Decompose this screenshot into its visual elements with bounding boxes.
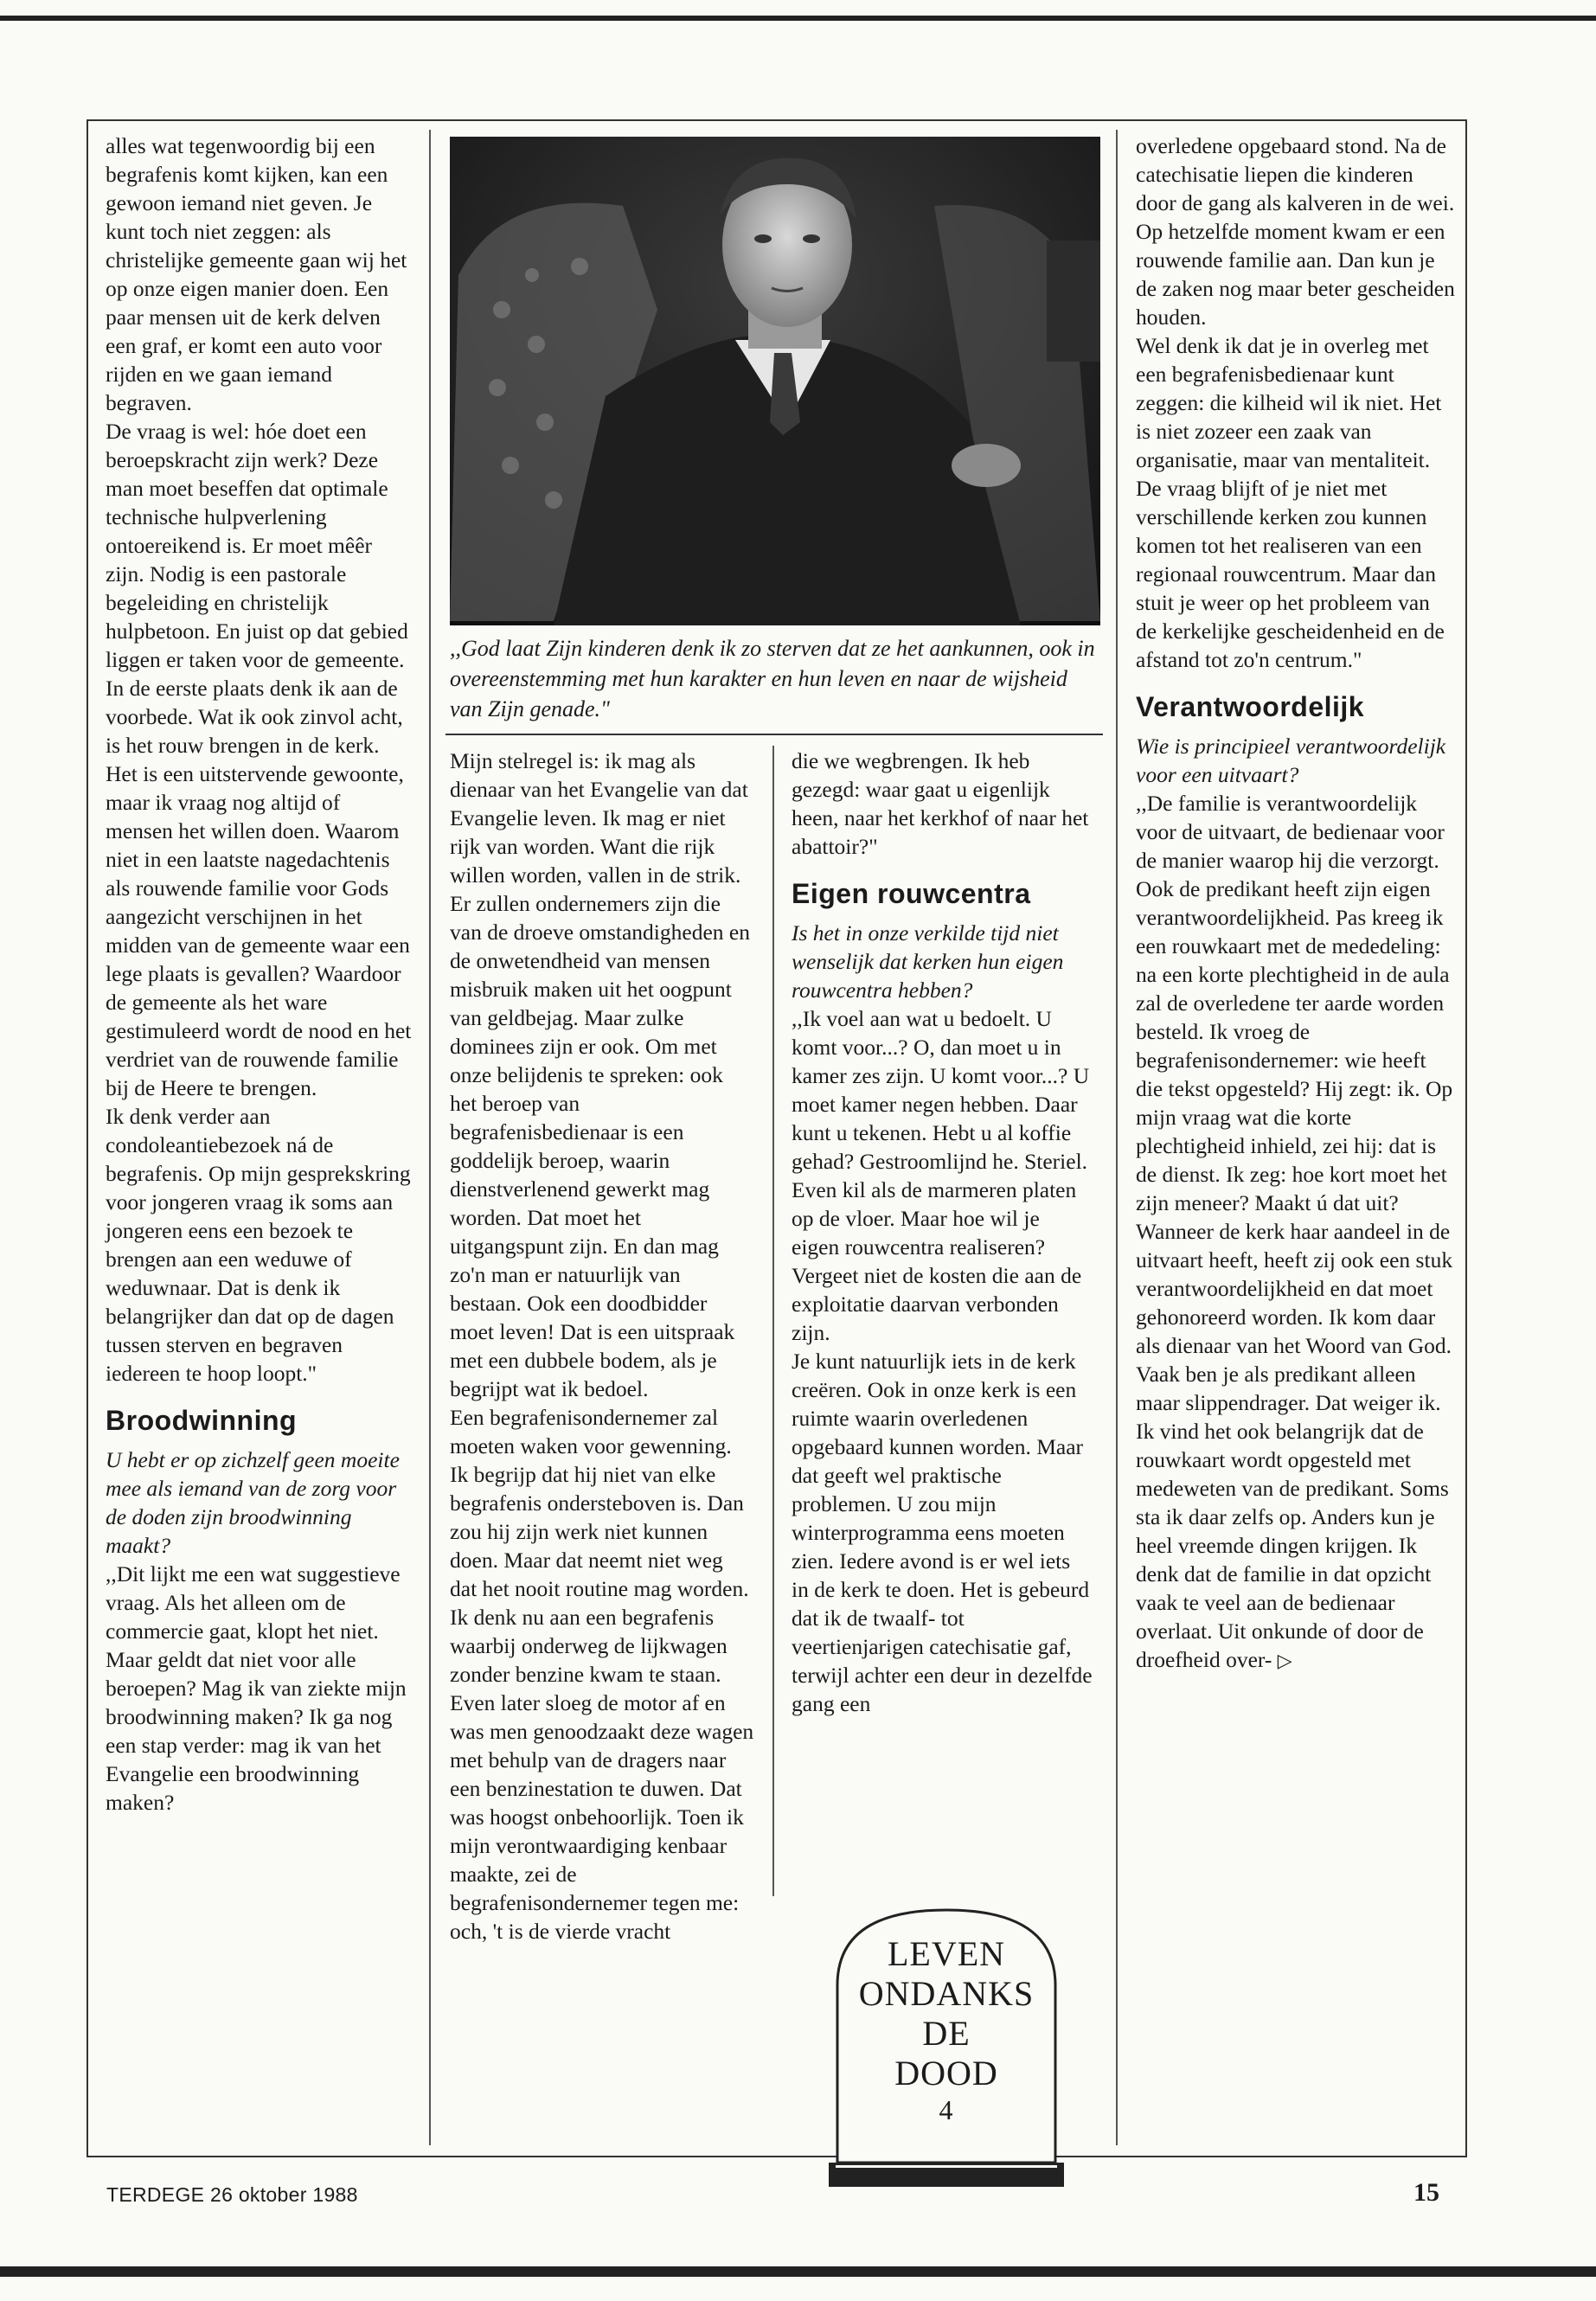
question-broodwinning: U hebt er op zichzelf geen moeite mee als iemand van de zorg voor de doden zijn broodwinning maakt? bbox=[106, 1447, 400, 1558]
question-eigen-rouwcentra: Is het in onze verkilde tijd niet wenselijk dat kerken hun eigen rouwcentra hebben? bbox=[792, 920, 1064, 1003]
column-divider-2 bbox=[772, 746, 774, 1896]
col4-paragraph-2: Wel denk ik dat je in overleg met een begrafenisbedienaar kunt zeggen: die kilheid wil ik niet. Het is niet zozeer een zaak van organisatie, maar van mentaliteit. De vraag blijft of je niet met verschillende kerken zou kunnen komen tot het realiseren van een regionaal rouwcentrum. Maar dan stuit je weer op het probleem van de kerkelijke gescheidenheid en de afstand tot zo'n centrum." bbox=[1136, 333, 1445, 672]
caption-rule bbox=[445, 734, 1103, 735]
col2-paragraph-2: Er zullen ondernemers zijn die van de droeve omstandigheden en de onwetendheid van mensen misbruik maken uit het oogpunt van geldbejag. Maar zulke dominees zijn er ook. Om met onze belijdenis te spreken: ook het beroep van begrafenisbedienaar is een goddelijk beroep, waarin dienstverlenend gewerkt mag worden. Dat moet het uitgangspunt zijn. En dan mag zo'n man er natuurlijk van bestaan. Ook een doodbidder moet leven! Dat is een uitspraak met een dubbele bodem, als je begrijpt wat ik bedoel. bbox=[450, 891, 750, 1401]
heading-broodwinning: Broodwinning bbox=[106, 1405, 298, 1436]
col3-paragraph-3: Je kunt natuurlijk iets in de kerk creëren. Ook in onze kerk is een ruimte waarin overledenen opgebaard kunnen worden. Maar dat geeft wel praktische problemen. U zou mijn winterprogramma eens moeten zien. Iedere avond is er wel iets in de kerk te doen. Het is gebeurd dat ik de twaalf- tot veertienjarigen catechisatie gaf, terwijl achter een deur in dezelfde gang een bbox=[792, 1349, 1093, 1716]
continue-arrow-icon: ▷ bbox=[1277, 1650, 1292, 1672]
col2-paragraph-3: Een begrafenisondernemer zal moeten waken voor gewenning. Ik begrijp dat hij niet van elke begrafenis ondersteboven is. Dan zou hij zijn werk niet kunnen doen. Maar dat neemt niet weg dat het nooit routine mag worden. Ik denk nu aan een begrafenis waarbij onderweg de lijkwagen zonder benzine kwam te staan. Even later sloeg de motor af en was men genoodzaakt deze wagen met behulp van de dragers naar een benzinestation te duwen. Dat was hoogst onbehoorlijk. Toen ik mijn verontwaardiging kenbaar maakte, zei de begrafenisondernemer tegen me: och, 't is de vierde vracht bbox=[450, 1405, 754, 1944]
column-1 bbox=[106, 131, 413, 1817]
portrait-photo-image bbox=[450, 137, 1100, 625]
col4-paragraph-3: ,,De familie is verantwoordelijk voor de uitvaart, de bedienaar voor de manier waarop hij die verzorgt. bbox=[1136, 791, 1445, 873]
bottom-rule bbox=[0, 2266, 1596, 2277]
column-4 bbox=[1136, 131, 1456, 1676]
badge-line-ondanks: ONDANKS bbox=[858, 1974, 1035, 2013]
series-badge bbox=[829, 1903, 1064, 2187]
badge-line-dood: DOOD bbox=[894, 2054, 998, 2093]
col4-paragraph-5 bbox=[1136, 1217, 1456, 1676]
col4-paragraph-4: Ook de predikant heeft zijn eigen verantwoordelijkheid. Pas kreeg ik een rouwkaart met de mededeling: na een korte plechtigheid in de aula zal de overledene ter aarde worden besteld. Ik vroeg de begrafenisondernemer: wie heeft die tekst opgesteld? Hij zegt: ik. Op mijn vraag wat die korte plechtigheid inhield, zei hij: dat is de dienst. Ik zeg: hoe kort moet het zijn meneer? Maakt ú dat uit? bbox=[1136, 876, 1453, 1215]
col4-paragraph-5-text: Wanneer de kerk haar aandeel in de uitvaart heeft, heeft zij ook een stuk verantwoordelijkheid en dat moet gehonoreerd worden. Ik kom daar als dienaar van het Woord van God. Vaak ben je als predikant alleen maar slippendrager. Dat weiger ik. Ik vind het ook belangrijk dat de rouwkaart wordt opgesteld met medeweten van de predikant. Soms sta ik daar zelfs op. Anders kun je heel vreemde dingen krijgen. Ik denk dat de familie in dat opzicht vaak te veel aan de bedienaar overlaat. Uit onkunde of door de droefheid over- bbox=[1136, 1219, 1453, 1672]
col2-paragraph-1: Mijn stelregel is: ik mag als dienaar van het Evangelie van dat Evangelie leven. Ik mag er niet rijk van worden. Want die rijk willen worden, vallen in de strik. bbox=[450, 748, 748, 888]
column-2 bbox=[450, 747, 754, 1945]
badge-line-de: DE bbox=[922, 2014, 971, 2053]
heading-eigen-rouwcentra: Eigen rouwcentra bbox=[792, 878, 1031, 909]
page-number: 15 bbox=[1413, 2178, 1439, 2207]
footer-publication: TERDEGE 26 oktober 1988 bbox=[106, 2183, 358, 2206]
portrait-photo bbox=[450, 137, 1100, 625]
col3-paragraph-1: die we wegbrengen. Ik heb gezegd: waar gaat u eigenlijk heen, naar het kerkhof of naar het abattoir?" bbox=[792, 748, 1089, 859]
col4-paragraph-1: overledene opgebaard stond. Na de catechisatie liepen die kinderen door de gang als kalveren in de wei. Op hetzelfde moment kwam er een rouwende familie aan. Dan kun je de zaken nog maar beter gescheiden houden. bbox=[1136, 133, 1455, 330]
series-badge-text bbox=[829, 1934, 1064, 2126]
column-divider-3 bbox=[1116, 130, 1118, 2145]
column-divider-1 bbox=[429, 130, 431, 2145]
column-3 bbox=[792, 747, 1093, 1718]
heading-verantwoordelijk: Verantwoordelijk bbox=[1136, 691, 1365, 722]
photo-caption: ,,God laat Zijn kinderen denk ik zo sterven dat ze het aankunnen, ook in overeenstemming met hun karakter en hun leven en naar de wijsheid van Zijn genade." bbox=[450, 636, 1095, 721]
col1-paragraph-3: Ik denk verder aan condoleantiebezoek ná de begrafenis. Op mijn gesprekskring voor jongeren vraag ik soms aan jongeren eens een bezoek te brengen aan een weduwe of weduwnaar. Dat is denk ik belangrijker dan dat op de dagen tussen sterven en begraven iedereen te hoop loopt." bbox=[106, 1104, 411, 1386]
col3-paragraph-2: ,,Ik voel aan wat u bedoelt. U komt voor...? O, dan moet u in kamer zes zijn. U komt voor...? U moet kamer negen hebben. Daar kunt u tekenen. Hebt u al koffie gehad? Gestroomlijnd he. Steriel. Even kil als de marmeren platen op de vloer. Maar hoe wil je eigen rouwcentra realiseren? Vergeet niet de kosten die aan de exploitatie daarvan verbonden zijn. bbox=[792, 1006, 1090, 1345]
badge-line-leven: LEVEN bbox=[887, 1934, 1006, 1973]
col1-paragraph-1: alles wat tegenwoordig bij een begrafenis komt kijken, kan een gewoon iemand niet geven. Je kunt toch niet zeggen: als christelijke gemeente gaan wij het op onze eigen manier doen. Een paar mensen uit de kerk delven een graf, er komt een auto voor rijden en we gaan iemand begraven. bbox=[106, 133, 407, 415]
question-verantwoordelijk: Wie is principieel verantwoordelijk voor een uitvaart? bbox=[1136, 734, 1446, 787]
badge-series-number: 4 bbox=[939, 2094, 954, 2125]
top-rule bbox=[0, 16, 1596, 21]
col1-paragraph-2: De vraag is wel: hóe doet een beroepskracht zijn werk? Deze man moet beseffen dat optimale technische hulpverlening ontoereikend is. Er moet mêêr zijn. Nodig is een pastorale begeleiding en christelijk hulpbetoon. En juist op dat gebied liggen er taken voor de gemeente. In de eerste plaats denk ik aan de voorbede. Wat ik ook zinvol acht, is het rouw brengen in de kerk. Het is een uitstervende gewoonte, maar ik vraag nog altijd of mensen het willen doen. Waarom niet in een laatste nagedachtenis als rouwende familie voor Gods aangezicht verschijnen in het midden van de gemeente waar een lege plaats is gevallen? Waardoor de gemeente als het ware gestimuleerd wordt de nood en het verdriet van de rouwende familie bij de Heere te brengen. bbox=[106, 419, 412, 1100]
col1-paragraph-4: ,,Dit lijkt me een wat suggestieve vraag. Als het alleen om de commercie gaat, klopt het niet. Maar geldt dat niet voor alle beroepen? Mag ik van ziekte mijn broodwinning maken? Ik ga nog een stap verder: mag ik van het Evangelie een broodwinning maken? bbox=[106, 1561, 407, 1815]
